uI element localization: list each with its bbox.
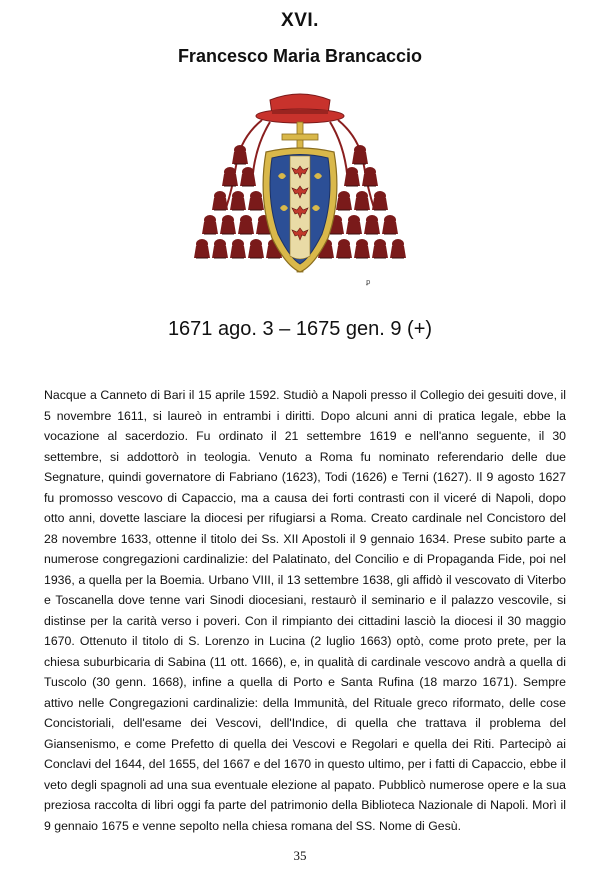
tenure-dates: 1671 ago. 3 – 1675 gen. 9 (+) bbox=[167, 318, 433, 340]
page-number: 35 bbox=[293, 848, 307, 863]
artist-monogram: ꝑ bbox=[366, 278, 371, 286]
cardinal-coat-of-arms-icon bbox=[190, 88, 410, 298]
chapter-number: XVI. bbox=[281, 10, 319, 31]
cardinal-name-title: Francesco Maria Brancaccio bbox=[177, 46, 423, 66]
galero-hat bbox=[256, 94, 344, 123]
biography-text: Nacque a Canneto di Bari il 15 aprile 1592. Studiò a Napoli presso il Collegio dei gesuiti dove, il 5 novembre 1611, si laureò in entrambi i diritti. Dopo alcuni anni di pratica legale, ebbe la vocazione al sacerdozio. Fu ordinato il 21 settembre 1619 e nell'anno seguente, il 30 settembre, si addottorò in teologia. Venuto a Roma fu nominato referendario delle due Segnature, quindi governatore di Fabriano (1623), Todi (1626) e Terni (1627). Il 9 agosto 1627 fu promosso vescovo di Capaccio, ma a causa dei forti contrasti con il viceré di Napoli, dopo otto anni, dovette lasciare la diocesi per rifugiarsi a Roma. Creato cardinale nel Concistoro del 28 novembre 1633, ottenne il titolo dei Ss. XII Apostoli il 9 gennaio 1634. Prese subito parte a numerose congregazioni cardinalizie: del Palatinato, del Concilio e di Propaganda Fide, poi nel 1936, a quella per la Boemia. Urbano VIII, il 13 settembre 1638, gli affidò il vescovato di Viterbo e Toscanella dove tenne vari Sinodi diocesiani, restaurò il seminario e il palazzo vescovile, si distinse per la carità verso i poveri. Con il rimpianto dei cittadini lasciò la diocesi il 30 maggio 1670. Ottenuto il titolo di S. Lorenzo in Lucina (2 luglio 1663) optò, come proto prete, per la chiesa suburbicaria di Sabina (11 ott. 1666), e, in qualità di cardinale vescovo andrà a quella di Tuscolo (30 genn. 1668), infine a quella di Porto e Santa Rufina (18 marzo 1671). Sempre attivo nelle Congregazioni cardinalizie: della Immunità, del Rituale greco riformato, delle cose Concistoriali, dell'esame dei Vescovi, dell'Indice, di quella che trattava il problema del Giansenismo, e come Prefetto di quella dei Vescovi e Regolari e quella dei Riti. Partecipò ai Conclavi del 1644, del 1655, del 1667 e del 1670 in questo ultimo, per i fatti di Capaccio, ebbe il veto degli spagnoli ad una sua eventuale elezione al papato. Pubblicò numerose opere e la sua preziosa raccolta di libri oggi fa parte del patrimonio della Biblioteca Nazionale di Napoli. Morì il 9 gennaio 1675 e venne sepolto nella chiesa romana del SS. Nome di Gesù. bbox=[44, 388, 566, 833]
